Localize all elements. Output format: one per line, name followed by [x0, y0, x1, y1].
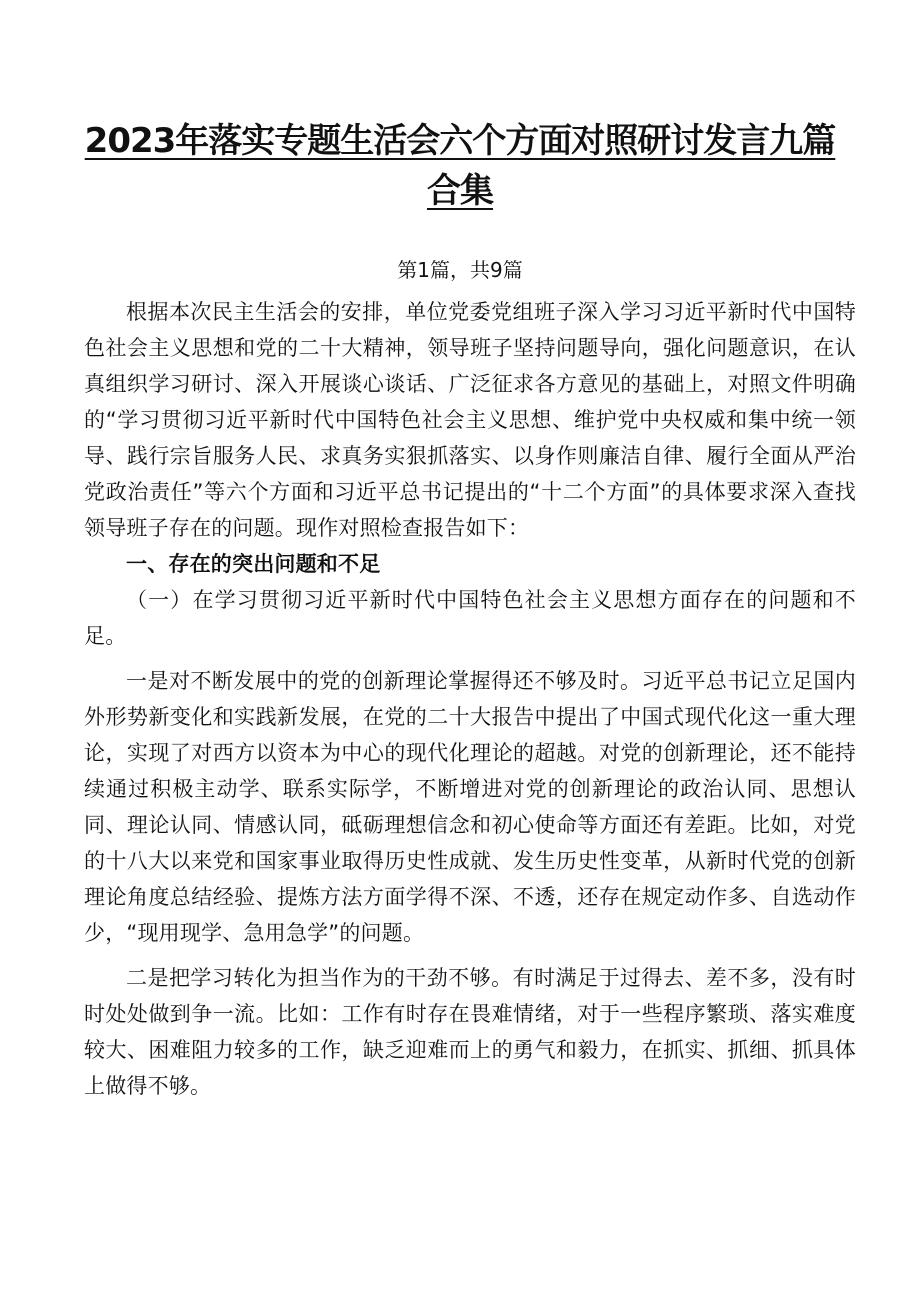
document-title: 2023年落实专题生活会六个方面对照研讨发言九篇合集 [84, 121, 836, 211]
part-indicator: 第1篇，共9篇 [397, 258, 523, 282]
intro-paragraph: 根据本次民主生活会的安排，单位党委党组班子深入学习习近平新时代中国特色社会主义思想和党的二十大精神，领导班子坚持问题导向，强化问题意识，在认真组织学习研讨、深入开展谈心谈话、广泛征求各方意见的基础上，对照文件明确的“学习贯彻习近平新时代中国特色社会主义思想、维护党中央权威和集中统一领导、践行宗旨服务人民、求真务实狠抓落实、以身作则廉洁自律、履行全面从严治党政治责任”等六个方面和习近平总书记提出的“十二个方面”的具体要求深入查找领导班子存在的问题。现作对照检查报告如下： [84, 300, 856, 540]
section-heading: 一、存在的突出问题和不足 [126, 552, 381, 576]
body-paragraph-1: 一是对不断发展中的党的创新理论掌握得还不够及时。习近平总书记立足国内外形势新变化和实践新发展，在党的二十大报告中提出了中国式现代化这一重大理论，实现了对西方以资本为中心的现代化理论的超越。对党的创新理论，还不能持续通过积极主动学、联系实际学，不断增进对党的创新理论的政治认同、思想认同、理论认同、情感认同，砥砺理想信念和初心使命等方面还有差距。比如，对党的十八大以来党和国家事业取得历史性成就、发生历史性变革，从新时代党的创新理论角度总结经验、提炼方法方面学得不深、不透，还存在规定动作多、自选动作少，“现用现学、急用急学”的问题。 [84, 669, 856, 945]
subsection-heading: （一）在学习贯彻习近平新时代中国特色社会主义思想方面存在的问题和不足。 [84, 588, 856, 648]
body-paragraph-2: 二是把学习转化为担当作为的干劲不够。有时满足于过得去、差不多，没有时时处处做到争一流。比如：工作有时存在畏难情绪，对于一些程序繁琐、落实难度较大、困难阻力较多的工作，缺乏迎难而上的勇气和毅力，在抓实、抓细、抓具体上做得不够。 [84, 966, 856, 1098]
document-body [84, 294, 856, 1104]
